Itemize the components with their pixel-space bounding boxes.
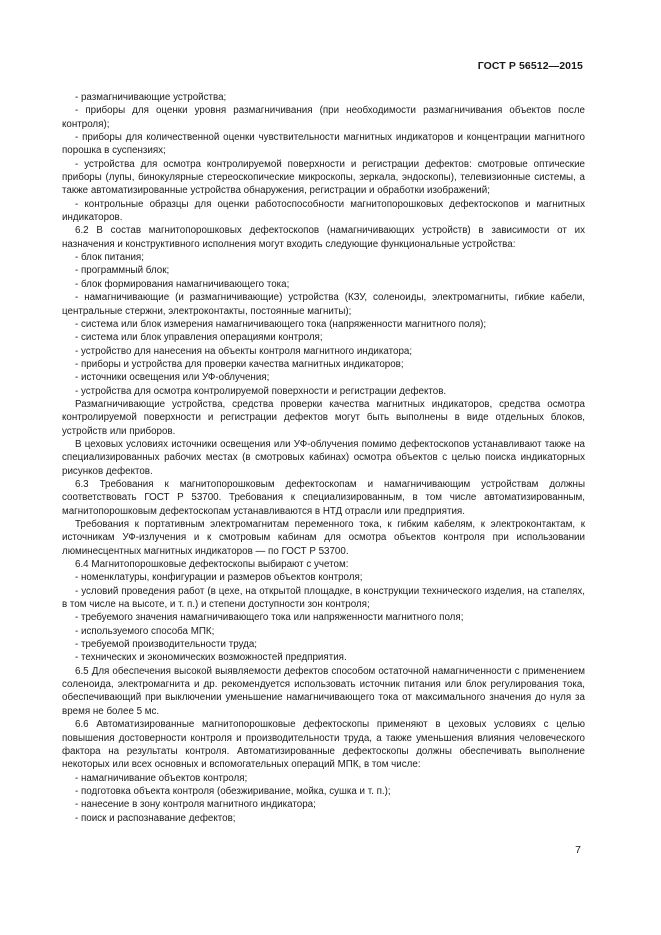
paragraph: 6.5 Для обеспечения высокой выявляемости дефектов способом остаточной намагниченности с применением соленоида, электромагнита и др. рекомендуется использовать источник питания или блок регулирования тока, обеспечивающий при выключении уменьшение намагничивающего тока от максимального значения до нуля за время не более 5 мс. xyxy=(62,665,585,717)
paragraph: - требуемого значения намагничивающего тока или напряженности магнитного поля; xyxy=(75,612,464,624)
paragraph: В цеховых условиях источники освещения или УФ-облучения помимо дефектоскопов устанавливают также на специализированных рабочих местах (в смотровых кабинах) осмотра объектов с целью поиска индикаторных рисунков дефектов. xyxy=(62,438,585,477)
paragraph: - устройство для нанесения на объекты контроля магнитного индикатора; xyxy=(75,345,413,357)
standard-number: ГОСТ Р 56512—2015 xyxy=(477,60,583,72)
paragraph: 6.4 Магнитопорошковые дефектоскопы выбирают с учетом: xyxy=(75,559,349,571)
paragraph: - устройства для осмотра контролируемой поверхности и регистрации дефектов: смотровые оптические приборы (лупы, бинокулярные стереоскопические микроскопы, зеркала, эндоскопы), телевизионные системы, а также автоматизированные устройства обнаружения, регистрации и обработки изображений; xyxy=(62,158,585,197)
paragraph: - приборы для оценки уровня размагничивания (при необходимости размагничивания объектов после контроля); xyxy=(62,105,585,130)
paragraph: - приборы и устройства для проверки качества магнитных индикаторов; xyxy=(75,358,404,370)
paragraph: - приборы для количественной оценки чувствительности магнитных индикаторов и концентрации магнитного порошка в суспензиях; xyxy=(62,132,585,157)
paragraph: 6.2 В состав магнитопорошковых дефектоскопов (намагничивающих устройств) в зависимости от их назначения и конструктивного исполнения могут входить следующие функциональные устройства: xyxy=(62,225,585,250)
paragraph: - требуемой производительности труда; xyxy=(75,639,257,651)
paragraph: - нанесение в зону контроля магнитного индикатора; xyxy=(75,799,316,811)
paragraph: - намагничивание объектов контроля; xyxy=(75,772,248,784)
paragraph: - источники освещения или УФ-облучения; xyxy=(75,372,270,384)
paragraph: 6.6 Автоматизированные магнитопорошковые дефектоскопы применяют в цеховых условиях с целью повышения достоверности контроля и производительности труда, а также уменьшения влияния человеческого фактора на результаты контроля. Автоматизированные дефектоскопы должны обеспечивать выполнение некоторых или всех основных и вспомогательных операций МПК, в том числе: xyxy=(62,719,585,771)
document-body xyxy=(62,91,585,825)
paragraph: - подготовка объекта контроля (обезжиривание, мойка, сушка и т. п.); xyxy=(75,785,391,797)
paragraph: - размагничивающие устройства; xyxy=(75,92,227,103)
paragraph: - блок питания; xyxy=(75,252,144,264)
paragraph: - система или блок измерения намагничивающего тока (напряженности магнитного поля); xyxy=(75,318,487,330)
paragraph: - блок формирования намагничивающего тока; xyxy=(75,278,290,290)
paragraph: - программный блок; xyxy=(75,265,170,277)
page-number: 7 xyxy=(575,844,581,856)
paragraph: Размагничивающие устройства, средства проверки качества магнитных индикаторов, средства осмотра контролируемой поверхности и регистрации дефектов могут быть выполнены в виде отдельных блоков, устройств или приборов. xyxy=(62,398,585,437)
paragraph: - условий проведения работ (в цехе, на открытой площадке, в конструкции технического изделия, на стапелях, в том числе на высоте, и т. п.) и степени доступности зон контроля; xyxy=(62,585,585,611)
paragraph: - номенклатуры, конфигурации и размеров объектов контроля; xyxy=(75,572,363,584)
paragraph: - используемого способа МПК; xyxy=(75,625,215,637)
paragraph: - система или блок управления операциями контроля; xyxy=(75,332,323,344)
paragraph: - намагничивающие (и размагничивающие) устройства (КЗУ, соленоиды, электромагниты, гибкие кабели, центральные стержни, электроконтакты, постоянные магниты); xyxy=(62,292,585,317)
paragraph: - поиск и распознавание дефектов; xyxy=(75,812,236,824)
paragraph: - контрольные образцы для оценки работоспособности магнитопорошковых дефектоскопов и магнитных индикаторов. xyxy=(62,198,585,224)
paragraph: 6.3 Требования к магнитопорошковым дефектоскопам и намагничивающим устройствам должны соответствовать ГОСТ Р 53700. Требования к специализированным, в том числе автоматизированным, магнитопорошковым дефектоскопам устанавливаются в НТД отрасли или предприятия. xyxy=(62,478,585,517)
paragraph: - устройства для осмотра контролируемой поверхности и регистрации дефектов. xyxy=(75,385,447,397)
paragraph: - технических и экономических возможностей предприятия. xyxy=(75,652,347,664)
paragraph: Требования к портативным электромагнитам переменного тока, к гибким кабелям, к электроконтактам, к источникам УФ-излучения и к смотровым кабинам для осмотра объектов контроля при использовании люминесцентных магнитных индикаторов — по ГОСТ Р 53700. xyxy=(62,519,585,557)
